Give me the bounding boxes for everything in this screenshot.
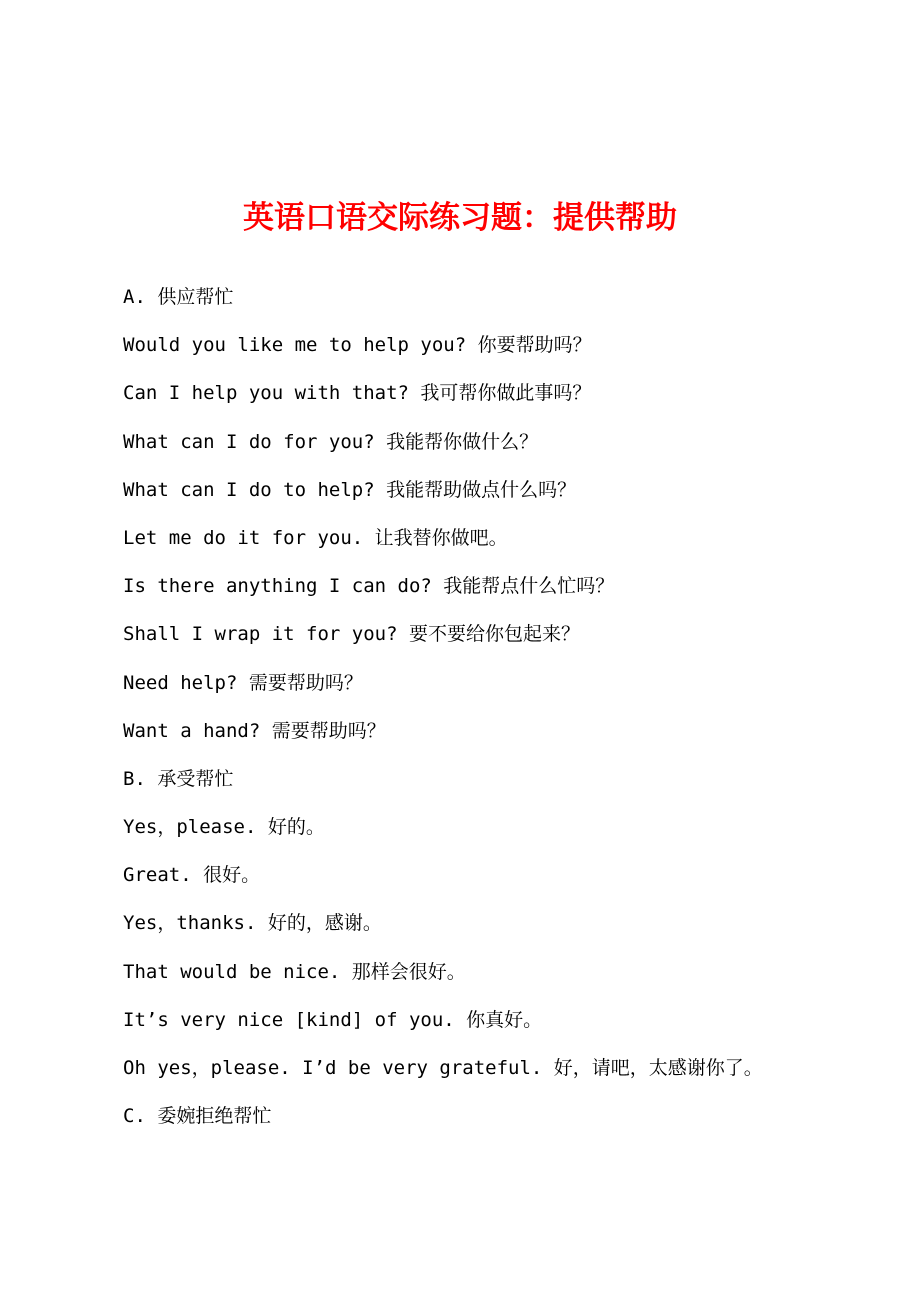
- phrase-line: That would be nice. 那样会很好。: [123, 960, 466, 983]
- phrase-line: Great. 很好。: [123, 864, 261, 887]
- section-heading-b: B. 承受帮忙: [123, 767, 234, 790]
- phrase-line: What can I do for you? 我能帮你做什么？: [123, 430, 539, 453]
- phrase-list: [123, 280, 903, 1147]
- page-title: 英语口语交际练习题：提供帮助: [243, 200, 677, 236]
- phrase-line: What can I do to help? 我能帮助做点什么吗？: [123, 478, 577, 501]
- phrase-line: It’s very nice [kind] of you. 你真好。: [123, 1008, 543, 1031]
- section-heading-c: C. 委婉拒绝帮忙: [123, 1105, 272, 1128]
- section-heading-a: A. 供应帮忙: [123, 286, 234, 308]
- phrase-line: Oh yes，please. I’d be very grateful. 好，请吧，太感谢你了。: [123, 1057, 763, 1079]
- phrase-line: Can I help you with that? 我可帮你做此事吗？: [123, 382, 592, 405]
- phrase-line: Shall I wrap it for you? 要不要给你包起来？: [123, 623, 580, 646]
- phrase-line: Let me do it for you. 让我替你做吧。: [123, 526, 508, 549]
- phrase-line: Yes，thanks. 好的，感谢。: [123, 912, 382, 935]
- phrase-line: Would you like me to help you? 你要帮助吗？: [123, 334, 592, 357]
- phrase-line: Want a hand? 需要帮助吗？: [123, 719, 386, 742]
- phrase-line: Is there anything I can do? 我能帮点什么忙吗？: [123, 575, 615, 598]
- phrase-line: Yes，please. 好的。: [123, 816, 325, 839]
- phrase-line: Need help? 需要帮助吗？: [123, 671, 363, 694]
